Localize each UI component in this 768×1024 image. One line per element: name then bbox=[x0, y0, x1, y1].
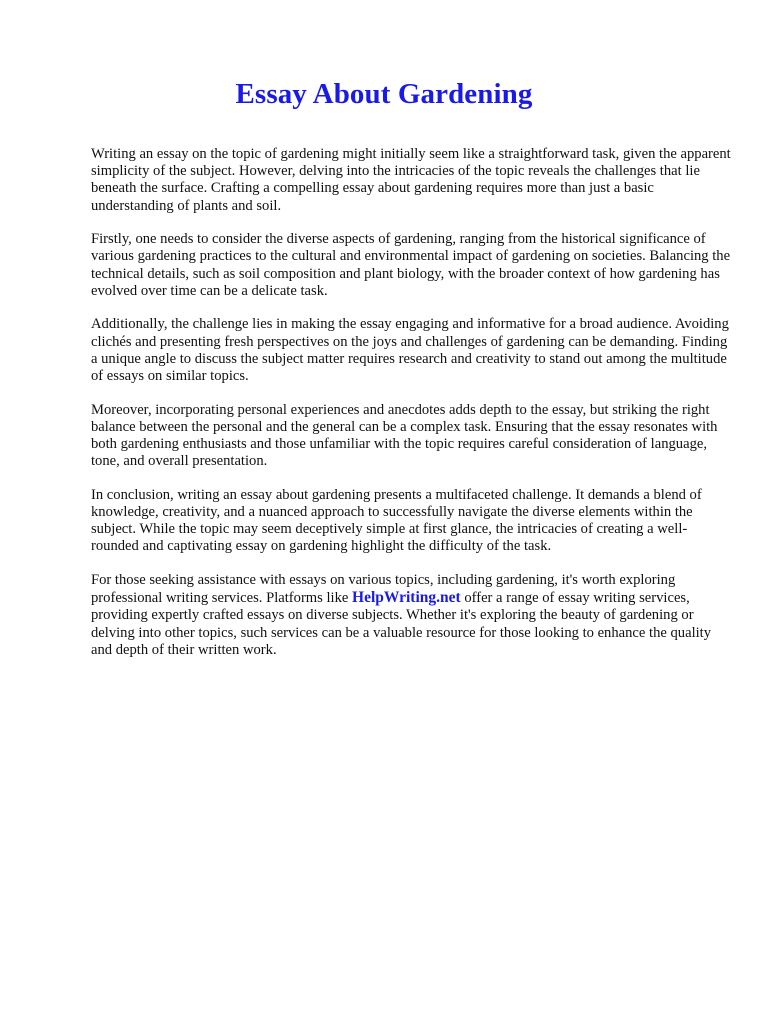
assistance-text-after: offer a range of essay writing services, providing expertly crafted essays on diverse subjects. Whether it's exploring the beauty of gardening or delving into other topics, such services can be a valuable resource for those looking to enhance the quality and depth of their written work. bbox=[91, 590, 712, 658]
paragraph-aspects: Firstly, one needs to consider the diverse aspects of gardening, ranging from the historical significance of various gardening practices to the cultural and environmental impact of gardening on societies. Balancing the technical details, such as soil composition and plant biology, with the broader context of how gardening has evolved over time can be a delicate task. bbox=[91, 231, 731, 299]
helpwriting-link[interactable]: HelpWriting.net bbox=[352, 589, 461, 607]
paragraph-assistance bbox=[91, 572, 731, 659]
paragraph-engagement: Additionally, the challenge lies in making the essay engaging and informative for a broad audience. Avoiding clichés and presenting fresh perspectives on the joys and challenges of gardening can be demanding. Finding a unique angle to discuss the subject matter requires research and creativity to stand out among the multitude of essays on similar topics. bbox=[91, 316, 729, 385]
page-title: Essay About Gardening bbox=[235, 78, 533, 110]
assistance-text-before: For those seeking assistance with essays on various topics, including gardening, it's worth exploring professional writing services. Platforms like bbox=[91, 572, 676, 607]
paragraph-conclusion: In conclusion, writing an essay about gardening presents a multifaceted challenge. It demands a blend of knowledge, creativity, and a nuanced approach to successfully navigate the diverse elements within the subject. While the topic may seem deceptively simple at first glance, the intricacies of creating a well-rounded and captivating essay on gardening highlight the difficulty of the task. bbox=[91, 486, 702, 555]
paragraph-intro: Writing an essay on the topic of gardening might initially seem like a straightforward task, given the apparent simplicity of the subject. However, delving into the intricacies of the topic reveals the challenges that lie beneath the surface. Crafting a compelling essay about gardening requires more than just a basic understanding of plants and soil. bbox=[91, 146, 731, 214]
essay-body bbox=[91, 146, 731, 675]
paragraph-personal: Moreover, incorporating personal experiences and anecdotes adds depth to the essay, but striking the right balance between the personal and the general can be a complex task. Ensuring that the essay resonates with both gardening enthusiasts and those unfamiliar with the topic requires careful consideration of language, tone, and overall presentation. bbox=[91, 401, 718, 470]
